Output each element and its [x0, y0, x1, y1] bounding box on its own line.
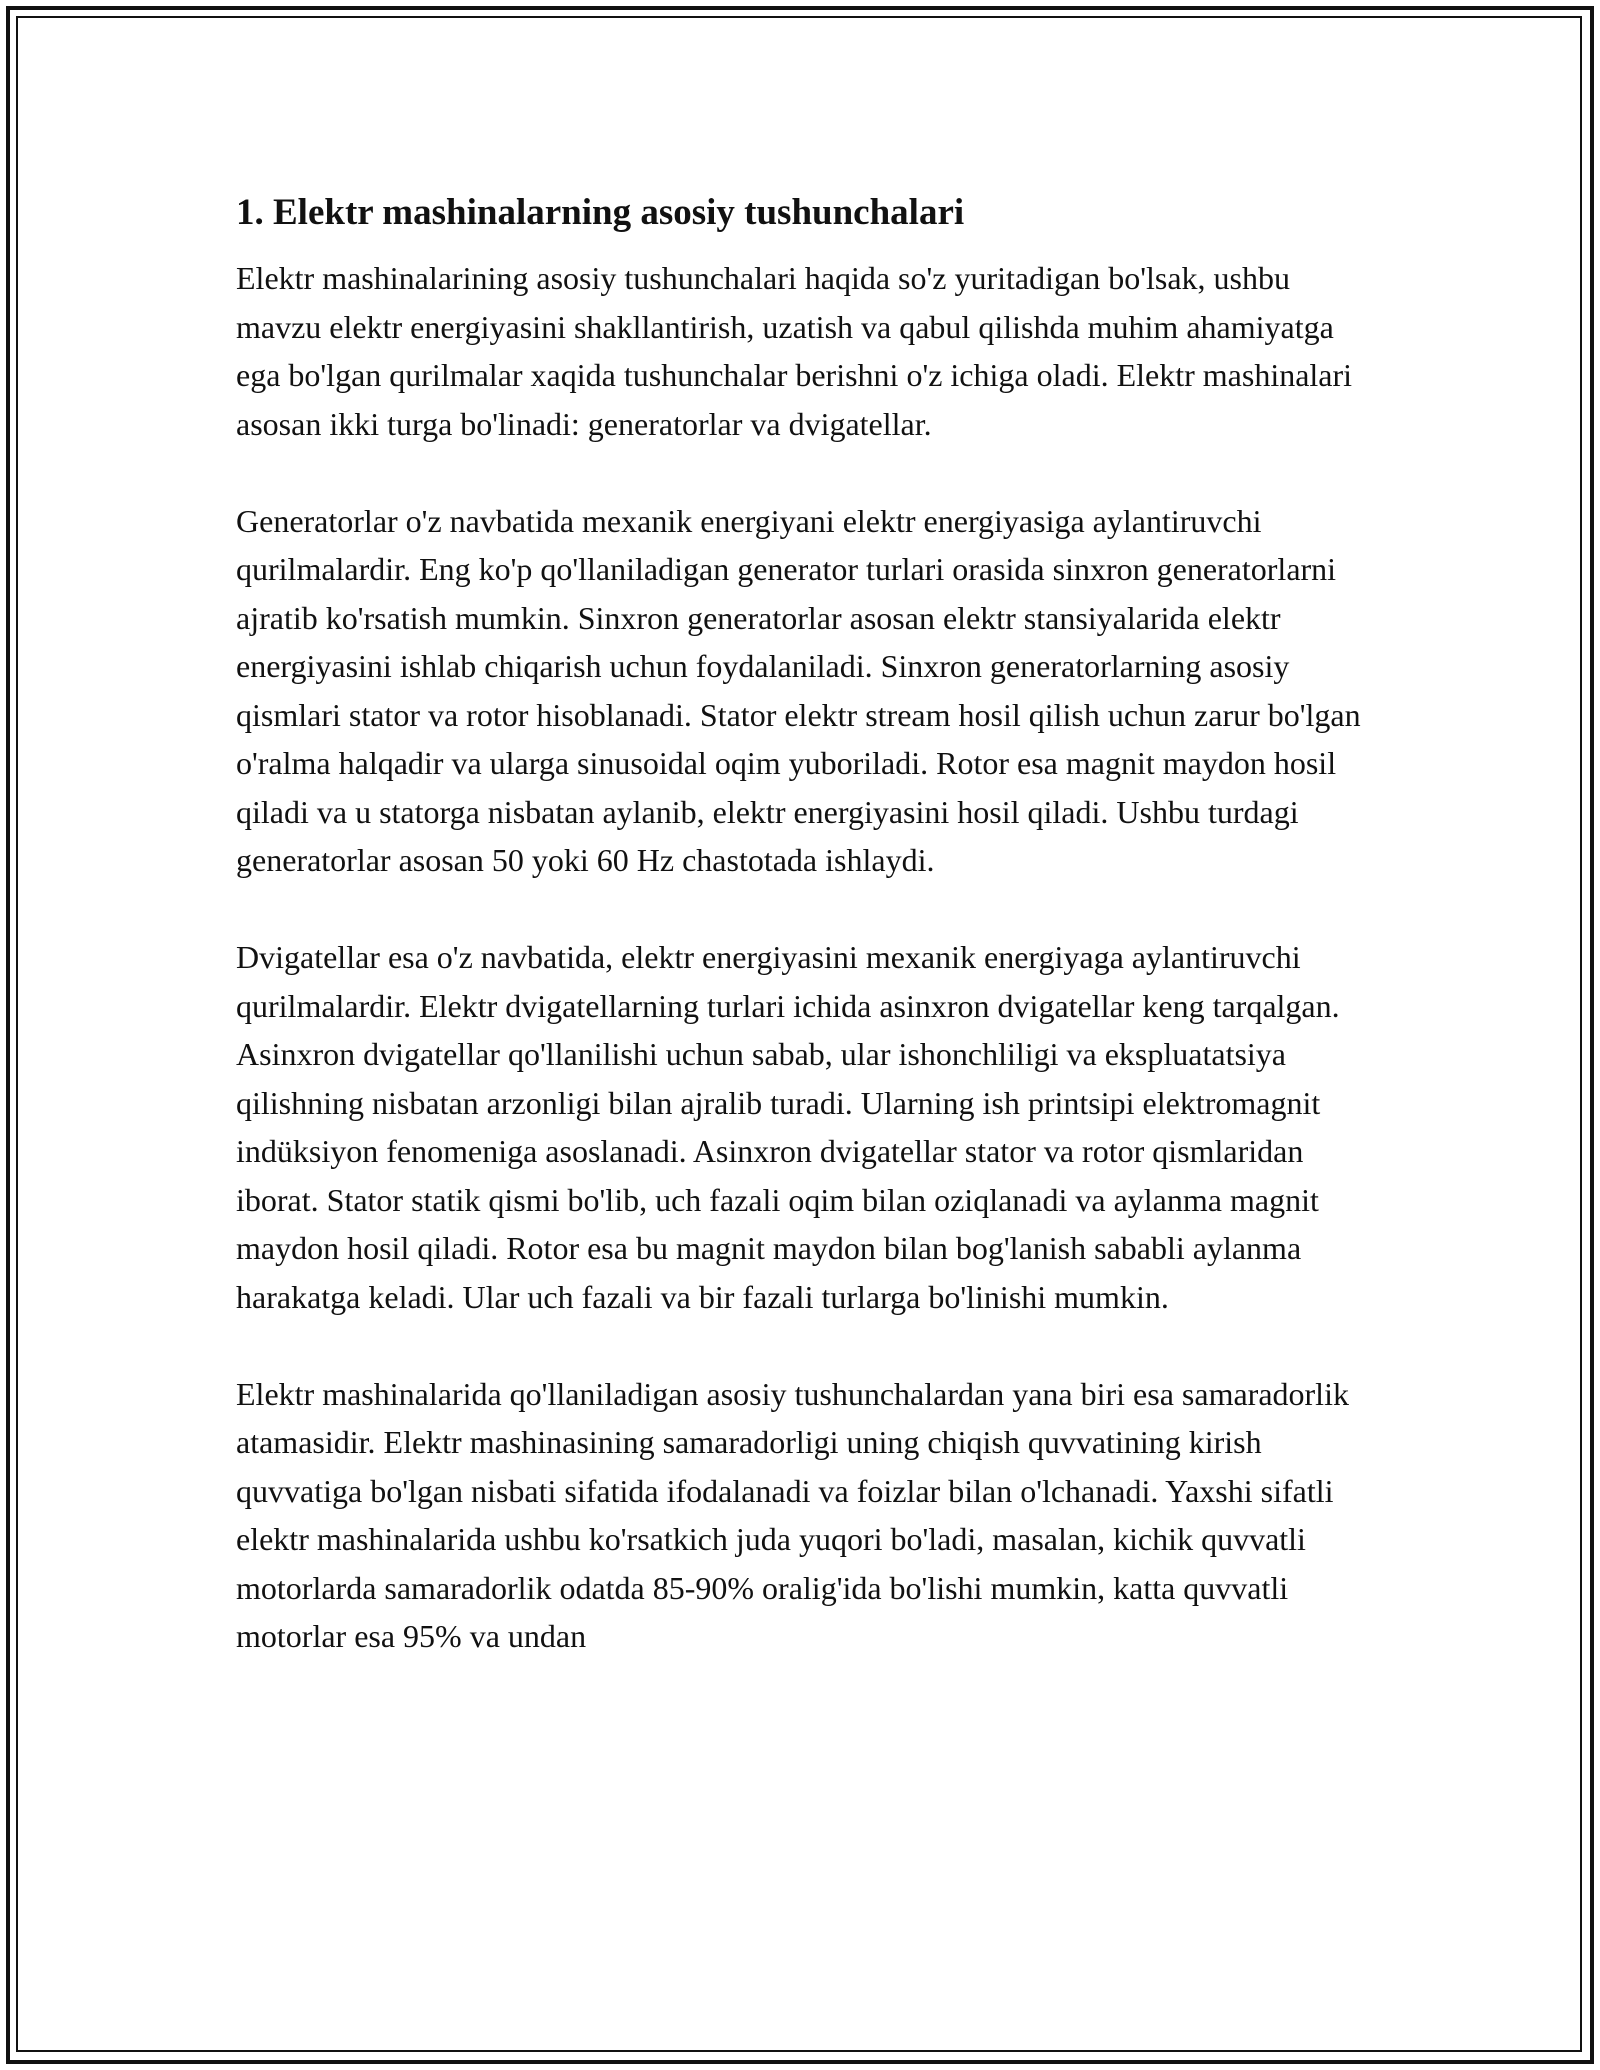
section-heading: 1. Elektr mashinalarning asosiy tushunchalari [236, 192, 965, 233]
paragraph-intro: Elektr mashinalarining asosiy tushunchalari haqida so'z yuritadigan bo'lsak, ushbu mavzu elektr energiyasini shakllantirish, uzatish va qabul qilishda muhim ahamiyatga ega bo'lgan qurilmalar xaqida tushunchalar berishni o'z ichiga oladi. Elektr mashinalari asosan ikki turga bo'linadi: generatorlar va dvigatellar. [236, 260, 1353, 442]
paragraph-generators: Generatorlar o'z navbatida mexanik energiyani elektr energiyasiga aylantiruvchi qurilmalardir. Eng ko'p qo'llaniladigan generator turlari orasida sinxron generatorlarni ajratib ko'rsatish mumkin. Sinxron generatorlar asosan elektr stansiyalarida elektr energiyasini ishlab chiqarish uchun foydalaniladi. Sinxron generatorlarning asosiy qismlari stator va rotor hisoblanadi. Stator elektr stream hosil qilish uchun zarur bo'lgan o'ralma halqadir va ularga sinusoidal oqim yuboriladi. Rotor esa magnit maydon hosil qiladi va u statorga nisbatan aylanib, elektr energiyasini hosil qiladi. Ushbu turdagi generatorlar asosan 50 yoki 60 Hz chastotada ishlaydi. [236, 502, 1361, 878]
paragraph-motors: Dvigatellar esa o'z navbatida, elektr energiyasini mexanik energiyaga aylantiruvchi qurilmalardir. Elektr dvigatellarning turlari ichida asinxron dvigatellar keng tarqalgan. Asinxron dvigatellar qo'llanilishi uchun sabab, ular ishonchliligi va ekspluatatsiya qilishning nisbatan arzonligi bilan ajralib turadi. Ularning ish printsipi elektromagnit indüksiyon fenomeniga asoslanadi. Asinxron dvigatellar stator va rotor qismlaridan iborat. Stator statik qismi bo'lib, uch fazali oqim bilan oziqlanadi va aylanma magnit maydon hosil qiladi. Rotor esa bu magnit maydon bilan bog'lanish sababli aylanma harakatga keladi. Ular uch fazali va bir fazali turlarga bo'linishi mumkin. [236, 939, 1340, 1315]
paragraph-efficiency: Elektr mashinalarida qo'llaniladigan asosiy tushunchalardan yana biri esa samaradorlik atamasidir. Elektr mashinasining samaradorligi uning chiqish quvvatining kirish quvvatiga bo'lgan nisbati sifatida ifodalanadi va foizlar bilan o'lchanadi. Yaxshi sifatli elektr mashinalarida ushbu ko'rsatkich juda yuqori bo'ladi, masalan, kichik quvvatli motorlarda samaradorlik odatda 85-90% oralig'ida bo'lishi mumkin, katta quvvatli motorlar esa 95% va undan [236, 1375, 1349, 1654]
document-body [236, 186, 1376, 1709]
